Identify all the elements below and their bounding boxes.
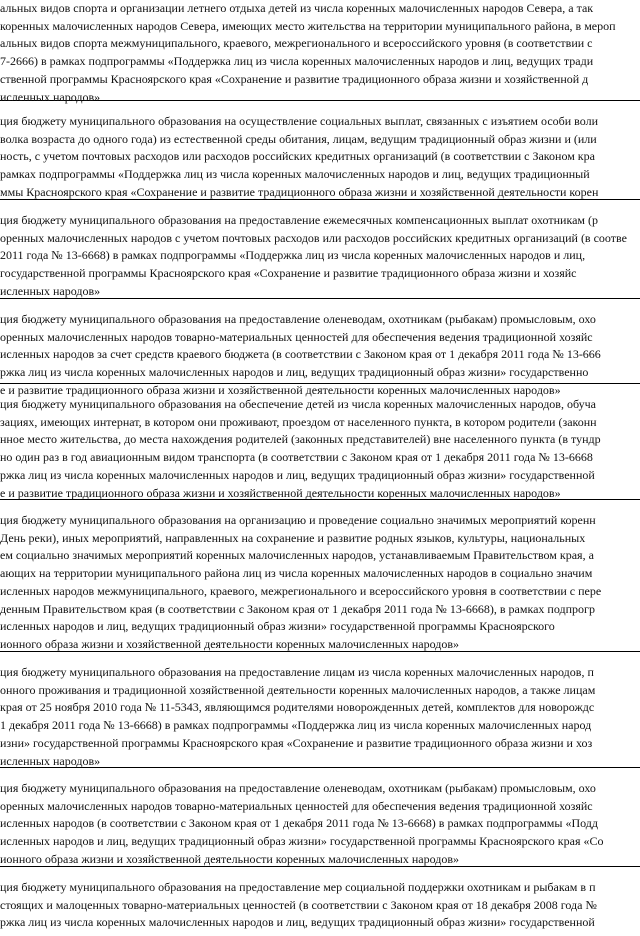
- text-line: альных видов спорта межмуниципального, краевого, межрегионального и всероссийского уровня (в соответствии с: [0, 36, 593, 51]
- subsidy-entry-4: [0, 299, 640, 397]
- text-line: ция бюджету муниципального образования на предоставление мер социальной поддержки охотникам и рыбакам в п: [0, 880, 596, 894]
- text-line: ржка лиц из числа коренных малочисленных народов и лиц, ведущих традиционный образ жизни» государственной: [0, 915, 595, 930]
- text-line: 2011 года № 13-6668) в рамках подпрограммы «Поддержка лиц из числа коренных малочисленных народов и лиц,: [0, 248, 586, 263]
- text-line: исленных народов (в соответствии с Законом края от 1 декабря 2011 года № 13-6668) в рамках подпрограммы «Подд: [0, 816, 598, 831]
- text-line: волка возраста до одного года) из естественной среды обитания, лицам, ведущим традиционный образ жизни и (или: [0, 131, 597, 146]
- text-line: исленных народов и лиц, ведущих традиционный образ жизни» государственной программы Красноярского края «Со: [0, 834, 604, 849]
- text-line: ионного образа жизни и хозяйственной деятельности коренных малочисленных народов»: [0, 636, 460, 651]
- text-line: ржка лиц из числа коренных малочисленных народов и лиц, ведущих традиционный образ жизни» государственной: [0, 467, 595, 482]
- text-line: ность, с учетом почтовых расходов или расходов российских кредитных организаций (в соответствии с Законом кра: [0, 149, 595, 164]
- text-line: ция бюджету муниципального образования на предоставление лицам из числа коренных малочисленных народов, п: [0, 665, 594, 679]
- text-line: ионного образа жизни и хозяйственной деятельности коренных малочисленных народов»: [0, 851, 460, 866]
- subsidy-entry-2: [0, 101, 640, 200]
- text-line: исленных народов»: [0, 283, 101, 298]
- text-line: ция бюджету муниципального образования на предоставление ежемесячных компенсационных выплат охотникам (р: [0, 213, 599, 227]
- text-line: День реки), иных мероприятий, направленных на сохранение и развитие родных языков, культуры, национальных: [0, 530, 586, 545]
- text-line: 1 декабря 2011 года № 13-6668) в рамках подпрограммы «Поддержка лиц из числа коренных малочисленных народ: [0, 718, 592, 733]
- subsidy-entry-6: [0, 500, 640, 652]
- text-line: исленных народов»: [0, 89, 101, 104]
- subsidy-entry-9: [0, 867, 640, 936]
- text-line: альных видов спорта и организации летнего отдыха детей из числа коренных малочисленных народов Севера, а так: [0, 1, 594, 15]
- text-line: ственной программы Красноярского края «Сохранение и развитие традиционного образа жизни и хозяйственной д: [0, 71, 589, 86]
- text-line: ция бюджету муниципального образования на предоставление оленеводам, охотникам (рыбакам) промысловым, охо: [0, 781, 596, 795]
- text-line: 7-2666) в рамках подпрограммы «Поддержка лиц из числа коренных малочисленных народов и лиц, ведущих тради: [0, 54, 594, 69]
- text-line: ция бюджету муниципального образования на организацию и проведение социально значимых мероприятий коренн: [0, 513, 596, 527]
- text-line: е и развитие традиционного образа жизни и хозяйственной деятельности коренных малочисленных народов»: [0, 485, 561, 500]
- text-line: государственной программы Красноярского края «Сохранение и развитие традиционного образа жизни и хозяйс: [0, 266, 577, 281]
- text-line: ция бюджету муниципального образования на осуществление социальных выплат, связанных с изъятием особи воли: [0, 114, 599, 128]
- text-line: зациях, имеющих интернат, в котором они проживают, проездом от населенного пункта, в котором родители (законн: [0, 414, 597, 429]
- subsidy-entry-7: [0, 652, 640, 768]
- text-line: нное место жительства, до места нахождения родителей (законных представителей) вне населенного пункта (в тундр: [0, 432, 601, 447]
- text-line: ция бюджету муниципального образования на предоставление оленеводам, охотникам (рыбакам) промысловым, охо: [0, 312, 596, 326]
- text-line: исленных народов межмуниципального, краевого, межрегионального и всероссийского уровня в соответствии с пере: [0, 583, 602, 598]
- text-line: онного проживания и традиционной хозяйственной деятельности коренных малочисленных народов, а также лицам: [0, 682, 596, 697]
- text-line: края от 25 ноября 2010 года № 11-5343, являющимся родителями новорожденных детей, комплектов для новорождс: [0, 700, 595, 715]
- text-line: ающих на территории муниципального района лиц из числа коренных малочисленных народов в социально значим: [0, 566, 593, 581]
- text-line: ция бюджету муниципального образования на обеспечение детей из числа коренных малочисленных народов, обуча: [0, 397, 596, 411]
- text-line: ржка лиц из числа коренных малочисленных народов и лиц, ведущих традиционный образ жизни» государственно: [0, 365, 589, 380]
- text-line: исленных народов»: [0, 753, 101, 768]
- subsidy-entry-5: [0, 384, 640, 500]
- text-line: оренных малочисленных народов с учетом почтовых расходов или расходов российских кредитных организаций (в соотве: [0, 230, 627, 245]
- subsidy-entry-3: [0, 200, 640, 299]
- text-line: ммы Красноярского края «Сохранение и развитие традиционного образа жизни и хозяйственной деятельности корен: [0, 184, 599, 199]
- text-line: е и развитие традиционного образа жизни и хозяйственной деятельности коренных малочисленных народов»: [0, 382, 561, 397]
- text-line: стоящих и малоценных товарно-материальных ценностей (в соответствии с Законом края от 18 декабря 2008 года №: [0, 897, 597, 912]
- text-line: исленных народов и лиц, ведущих традиционный образ жизни» государственной программы Красноярского: [0, 619, 555, 634]
- subsidy-entry-8: [0, 768, 640, 867]
- text-line: оренных малочисленных народов товарно-материальных ценностей для обеспечения ведения традиционной хозяйс: [0, 329, 593, 344]
- text-line: ем социально значимых мероприятий коренных малочисленных народов, устанавливаемым Правительством края, а: [0, 548, 594, 563]
- text-line: но один раз в год авиационным видом транспорта (в соответствии с Законом края от 1 декабря 2011 года № 13-6668: [0, 450, 593, 465]
- text-line: изни» государственной программы Красноярского края «Сохранение и развитие традиционного образа жизни и хоз: [0, 735, 593, 750]
- text-line: оренных малочисленных народов товарно-материальных ценностей для обеспечения ведения традиционной хозяйс: [0, 798, 593, 813]
- text-line: исленных народов за счет средств краевого бюджета (в соответствии с Законом края от 1 декабря 2011 года № 13-666: [0, 347, 601, 362]
- text-line: денным Правительством края (в соответствии с Законом края от 1 декабря 2011 года № 13-6668), в рамках подпрогр: [0, 601, 595, 616]
- text-line: коренных малочисленных народов Севера, имеющих место жительства на территории муниципального района, в мероп: [0, 18, 616, 33]
- text-line: рамках подпрограммы «Поддержка лиц из числа коренных малочисленных народов и лиц, ведущих традиционный: [0, 167, 590, 182]
- subsidy-entry-1: [0, 0, 640, 104]
